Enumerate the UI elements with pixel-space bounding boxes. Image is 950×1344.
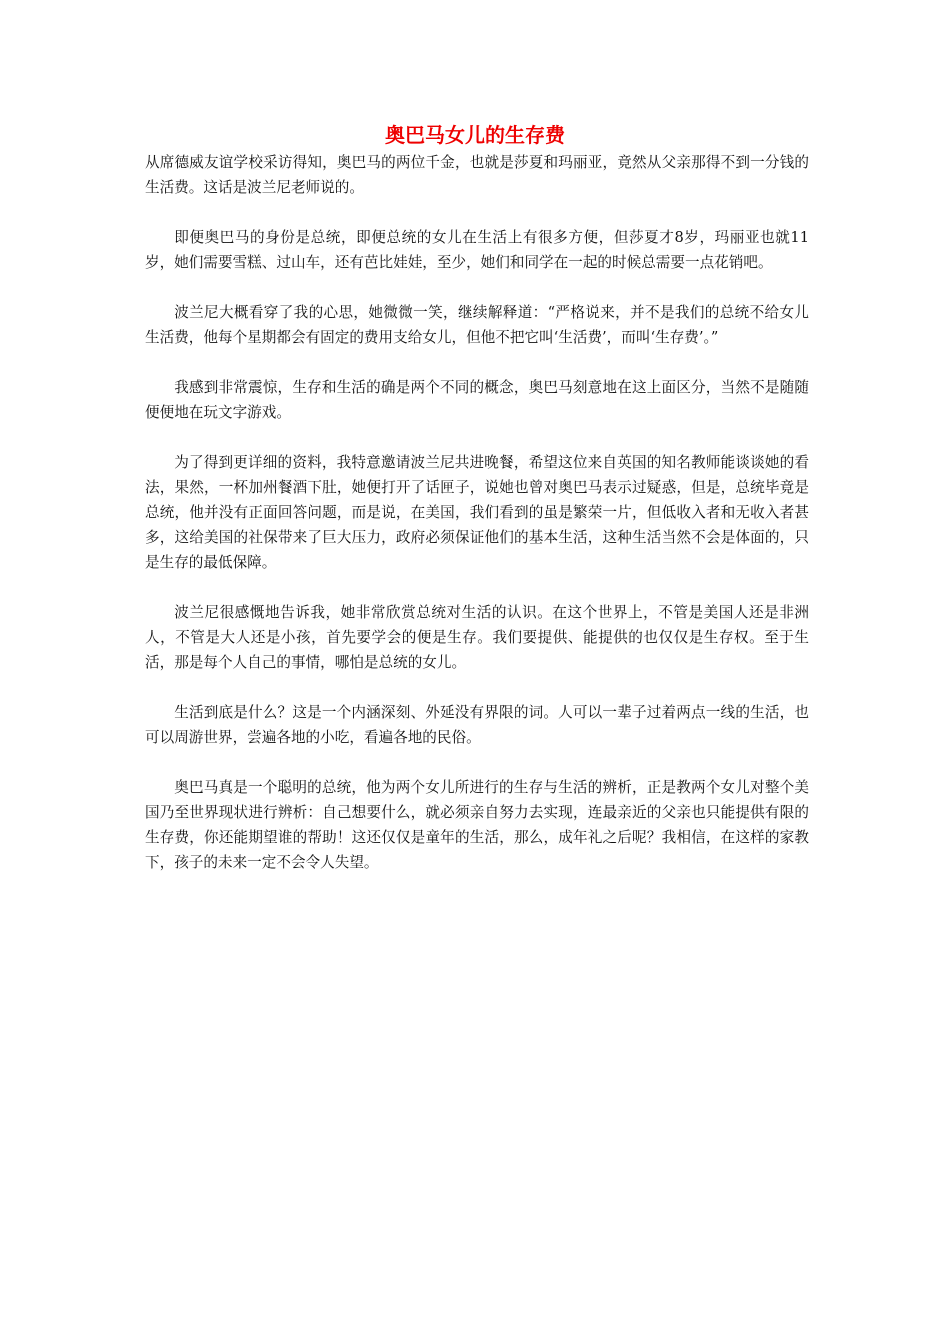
document-title: 奥巴马女儿的生存费: [385, 123, 565, 147]
paragraph-3: 波兰尼大概看穿了我的心思，她微微一笑，继续解释道：“严格说来，并不是我们的总统不给女儿生活费，他每个星期都会有固定的费用支给女儿，但他不把它叫‘生活费’，而叫‘生存费’。”: [145, 304, 809, 346]
paragraph-8: 奥巴马真是一个聪明的总统，他为两个女儿所进行的生存与生活的辨析，正是教两个女儿对整个美国乃至世界现状进行辨析：自己想要什么，就必须亲自努力去实现，连最亲近的父亲也只能提供有限的生存费，你还能期望谁的帮助！这还仅仅是童年的生活，那么，成年礼之后呢？我相信，在这样的家教下，孩子的未来一定不会令人失望。: [145, 779, 809, 871]
article-body: [145, 150, 809, 900]
paragraph-2: 即便奥巴马的身份是总统，即便总统的女儿在生活上有很多方便，但莎夏才8岁，玛丽亚也就11岁，她们需要雪糕、过山车，还有芭比娃娃，至少，她们和同学在一起的时候总需要一点花销吧。: [145, 229, 809, 271]
paragraph-1: 从席德威友谊学校采访得知，奥巴马的两位千金，也就是莎夏和玛丽亚，竟然从父亲那得不到一分钱的生活费。这话是波兰尼老师说的。: [145, 154, 809, 196]
paragraph-7: 生活到底是什么？这是一个内涵深刻、外延没有界限的词。人可以一辈子过着两点一线的生活，也可以周游世界，尝遍各地的小吃，看遍各地的民俗。: [145, 704, 809, 746]
paragraph-5: 为了得到更详细的资料，我特意邀请波兰尼共进晚餐，希望这位来自英国的知名教师能谈谈她的看法，果然，一杯加州餐酒下肚，她便打开了话匣子，说她也曾对奥巴马表示过疑惑，但是，总统毕竟是总统，他并没有正面回答问题，而是说，在美国，我们看到的虽是繁荣一片，但低收入者和无收入者甚多，这给美国的社保带来了巨大压力，政府必须保证他们的基本生活，这种生活当然不会是体面的，只是生存的最低保障。: [145, 454, 809, 571]
paragraph-6: 波兰尼很感慨地告诉我，她非常欣赏总统对生活的认识。在这个世界上，不管是美国人还是非洲人，不管是大人还是小孩，首先要学会的便是生存。我们要提供、能提供的也仅仅是生存权。至于生活，那是每个人自己的事情，哪怕是总统的女儿。: [145, 604, 809, 671]
paragraph-4: 我感到非常震惊，生存和生活的确是两个不同的概念，奥巴马刻意地在这上面区分，当然不是随随便便地在玩文字游戏。: [145, 379, 809, 421]
